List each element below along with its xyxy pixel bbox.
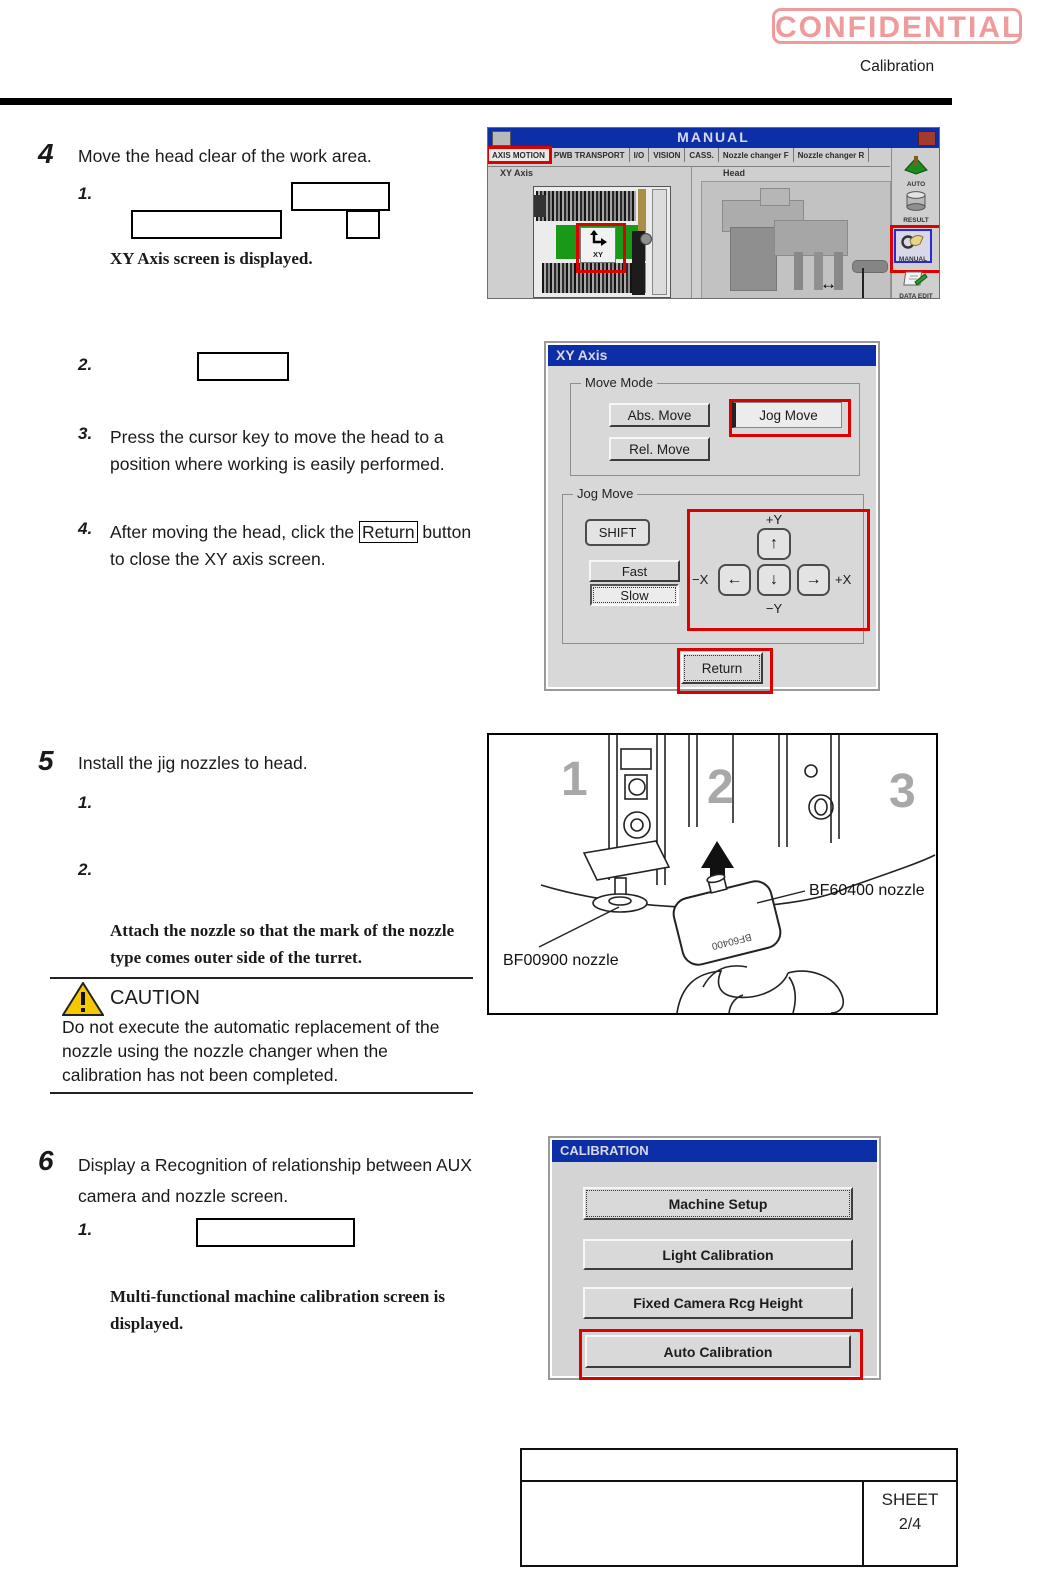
hand-drawing xyxy=(677,966,843,1013)
manual-button-label: MANUAL xyxy=(898,256,928,263)
step4-sub3-number: 3. xyxy=(78,424,93,443)
result-button-label: RESULT xyxy=(903,217,929,224)
bf00900-leader-line xyxy=(539,907,619,947)
calibration-title-bar: CALIBRATION xyxy=(552,1140,877,1162)
caution-top-rule xyxy=(50,977,473,979)
xy-axis-machine-view xyxy=(533,186,671,298)
result-mode-button[interactable] xyxy=(895,190,937,224)
jog-pad-plus-y-label: +Y xyxy=(765,512,783,527)
head-nozzle-bar xyxy=(794,252,803,290)
move-mode-group-label: Move Mode xyxy=(581,375,657,390)
head-part xyxy=(730,227,777,291)
panel-divider xyxy=(691,166,692,298)
data-edit-button-label: DATA EDIT xyxy=(899,293,933,299)
light-calibration-button[interactable]: Light Calibration xyxy=(583,1239,853,1270)
step4-number: 4 xyxy=(38,138,54,169)
caution-bottom-rule xyxy=(50,1092,473,1094)
step4-sub2-number: 2. xyxy=(78,355,93,374)
xy-axis-panel-label: XY Axis xyxy=(500,168,534,178)
manual-hand-icon xyxy=(900,231,926,251)
fixed-camera-rcg-height-button[interactable]: Fixed Camera Rcg Height xyxy=(583,1287,853,1319)
head-panel-label: Head xyxy=(723,168,746,178)
jog-pad-minus-x-label: −X xyxy=(692,572,709,587)
step5-sub2-number: 2. xyxy=(78,860,93,879)
step5-number: 5 xyxy=(38,745,54,776)
manual-title-bar xyxy=(488,128,939,148)
sheet-value: 2/4 xyxy=(898,1516,922,1533)
step5-note: Attach the nozzle so that the mark of the nozzle type comes outer side of the turret. xyxy=(110,921,455,968)
caution-heading: CAUTION xyxy=(110,987,200,1009)
turret-position-2: 2 xyxy=(707,761,734,814)
tab-nozzle-changer-r[interactable]: Nozzle changer R xyxy=(794,148,870,162)
return-word-box: Return xyxy=(359,521,418,543)
step4-sub4-text-before: After moving the head, click the xyxy=(110,522,360,542)
machine-setup-button[interactable]: Machine Setup xyxy=(583,1187,853,1220)
step4-sub1-note: XY Axis screen is displayed. xyxy=(110,249,313,268)
step5-title: Install the jig nozzles to head. xyxy=(78,753,308,773)
rel-move-button[interactable]: Rel. Move xyxy=(609,437,710,461)
head-part xyxy=(760,188,790,206)
data-edit-icon xyxy=(903,270,929,288)
redacted-box xyxy=(196,1218,355,1247)
header-rule xyxy=(0,98,952,105)
tab-cass[interactable]: CASS. xyxy=(685,148,718,162)
step5-sub1-number: 1. xyxy=(78,793,93,812)
redacted-box xyxy=(291,182,390,211)
tab-pwb-transport[interactable]: PWB TRANSPORT xyxy=(550,148,630,162)
jog-pad-plus-x-label: +X xyxy=(835,572,852,587)
bf60400-disc-text: BF60400 xyxy=(710,930,753,952)
step4-sub4-text-after: button to close the XY axis screen. xyxy=(110,522,472,570)
auto-icon xyxy=(903,154,929,176)
bf60400-label: BF60400 nozzle xyxy=(809,882,925,899)
xy-button-label: XY xyxy=(592,250,603,259)
tab-vision[interactable]: VISION xyxy=(649,148,685,162)
xy-move-button[interactable] xyxy=(580,227,616,263)
result-icon xyxy=(903,190,929,212)
jog-move-button[interactable]: Jog Move xyxy=(732,402,842,428)
title-block-row-divider xyxy=(522,1480,956,1482)
data-edit-button[interactable] xyxy=(895,270,937,299)
window-close-icon[interactable] xyxy=(918,131,936,146)
tab-axis-motion[interactable]: AXIS MOTION xyxy=(488,148,550,162)
head-part xyxy=(774,220,848,256)
xy-axis-dialog xyxy=(544,341,880,691)
xy-arrow-icon xyxy=(588,230,608,248)
return-button[interactable]: Return xyxy=(681,652,763,684)
mode-sidebar xyxy=(891,148,940,298)
manual-tab-bar xyxy=(488,148,890,167)
auto-calibration-button[interactable]: Auto Calibration xyxy=(585,1335,851,1368)
redacted-box xyxy=(346,210,380,239)
manual-screen-title: MANUAL xyxy=(677,129,750,145)
head-cylinder xyxy=(852,260,888,273)
step4-sub1-number: 1. xyxy=(78,184,93,203)
step4-sub4-text xyxy=(110,519,472,573)
abs-move-button[interactable]: Abs. Move xyxy=(609,403,710,427)
bf60400-nozzle-drawing xyxy=(667,863,784,968)
gantry-knob xyxy=(640,233,652,245)
redacted-box xyxy=(197,352,289,381)
xy-dialog-title-bar: XY Axis xyxy=(548,345,876,366)
bf00900-label: BF00900 nozzle xyxy=(503,952,619,969)
step4-sub3-text: Press the cursor key to move the head to a position where working is easily performed. xyxy=(110,427,445,475)
confidential-stamp: CONFIDENTIAL xyxy=(772,8,1022,44)
rail-strip xyxy=(652,189,667,295)
step6-number: 6 xyxy=(38,1145,54,1176)
feeder-bank-top xyxy=(536,191,636,221)
feeder-block xyxy=(534,195,546,217)
jog-left-button[interactable]: ← xyxy=(718,564,751,596)
step6-sub1-number: 1. xyxy=(78,1220,93,1239)
step6-title: Display a Recognition of relationship between AUX camera and nozzle screen. xyxy=(78,1155,472,1206)
slow-button[interactable]: Slow xyxy=(590,584,679,606)
turret-position-1: 1 xyxy=(561,753,588,806)
turret-position-3: 3 xyxy=(889,765,916,818)
manual-screen xyxy=(487,127,940,299)
nozzle-illustration xyxy=(487,733,938,1015)
fast-button[interactable]: Fast xyxy=(589,560,680,582)
title-block-table xyxy=(520,1448,958,1567)
sheet-label: SHEET xyxy=(881,1490,939,1509)
step4-title: Move the head clear of the work area. xyxy=(78,146,372,166)
page-header-label: Calibration xyxy=(860,58,935,75)
auto-mode-button[interactable] xyxy=(895,154,937,188)
jog-move-group-label: Jog Move xyxy=(573,486,637,501)
caution-text: Do not execute the automatic replacement of the nozzle using the nozzle changer when the calibration has not been completed. xyxy=(62,1017,440,1085)
head-move-arrow: ↔ xyxy=(820,274,837,293)
nozzle-illustration-drawing xyxy=(489,735,936,1013)
jog-down-button[interactable]: ↓ xyxy=(757,564,791,596)
step6-note: Multi-functional machine calibration screen is displayed. xyxy=(110,1287,445,1334)
auto-button-label: AUTO xyxy=(906,181,926,188)
tab-io[interactable]: I/O xyxy=(630,148,650,162)
shift-button[interactable]: SHIFT xyxy=(585,519,650,546)
step4-sub4-number: 4. xyxy=(78,519,93,538)
calibration-dialog xyxy=(548,1136,881,1380)
redacted-box xyxy=(131,210,282,239)
manual-mode-button[interactable] xyxy=(894,229,932,263)
head-machine-view xyxy=(701,181,891,299)
jog-right-button[interactable]: → xyxy=(797,564,830,596)
jog-pad-minus-y-label: −Y xyxy=(765,601,783,616)
head-guide-line xyxy=(862,268,864,298)
caution-warning-icon xyxy=(62,982,104,1016)
tab-nozzle-changer-f[interactable]: Nozzle changer F xyxy=(719,148,794,162)
jog-up-button[interactable]: ↑ xyxy=(757,528,791,560)
